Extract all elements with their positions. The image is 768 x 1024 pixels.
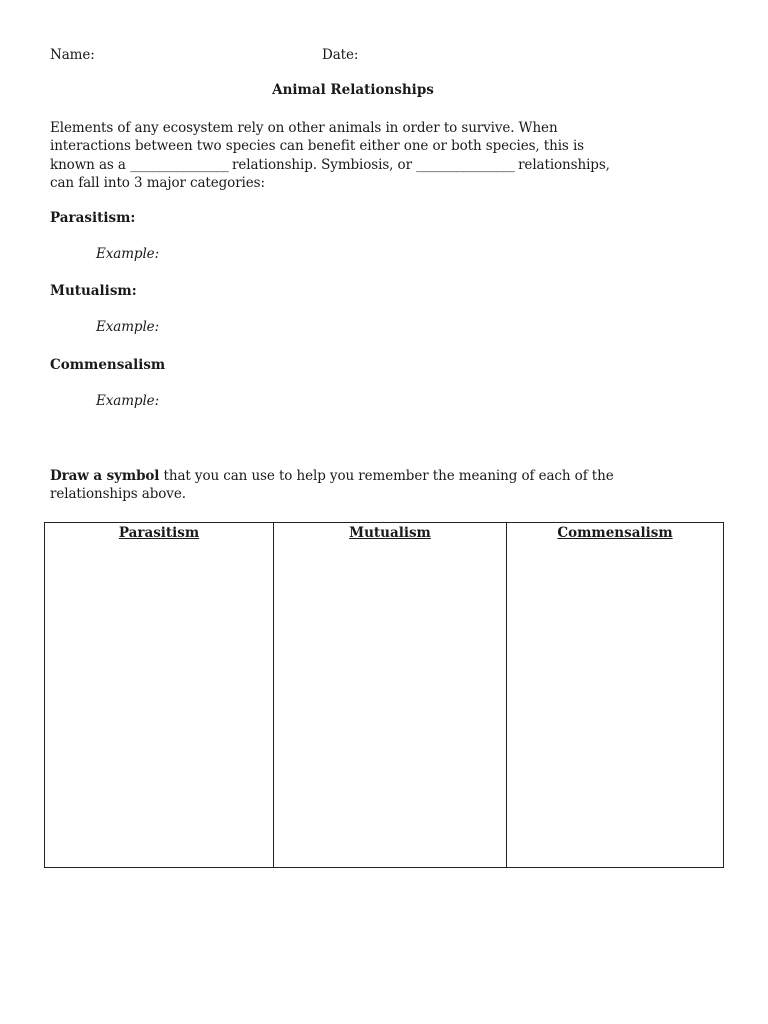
intro-text-2: relationship. Symbiosis, or	[227, 156, 417, 173]
mutualism-drawing-cell[interactable]	[274, 523, 507, 868]
date-label: Date:	[322, 47, 359, 63]
parasitism-drawing-cell[interactable]	[45, 523, 274, 868]
example-parasitism: Example:	[96, 246, 160, 262]
heading-mutualism: Mutualism:	[50, 283, 137, 299]
fill-in-blank-1[interactable]: _________________	[130, 156, 228, 173]
symbol-table	[44, 522, 724, 868]
page-title: Animal Relationships	[272, 82, 434, 98]
heading-commensalism: Commensalism	[50, 357, 166, 373]
commensalism-drawing-cell[interactable]	[507, 523, 724, 868]
draw-symbol-instruction	[50, 467, 670, 504]
instruction-rest: that you can use to help you remember the meaning of each of the relationships above.	[50, 468, 614, 503]
intro-text-3: relationships, can fall into 3 major categories:	[50, 156, 610, 191]
column-header-mutualism: Mutualism	[349, 525, 431, 541]
column-header-commensalism: Commensalism	[557, 525, 673, 541]
fill-in-blank-2[interactable]: _________________	[416, 156, 514, 173]
name-label: Name:	[50, 47, 95, 63]
example-commensalism: Example:	[96, 393, 160, 409]
column-header-parasitism: Parasitism	[118, 525, 200, 541]
intro-paragraph	[50, 119, 630, 192]
instruction-bold: Draw a symbol	[50, 468, 160, 484]
intro-text-1: Elements of any ecosystem rely on other animals in order to survive. When interactions between two species can benefit either one or both species, this is known as a	[50, 120, 584, 173]
symbol-table-row	[45, 523, 724, 868]
heading-parasitism: Parasitism:	[50, 210, 136, 226]
example-mutualism: Example:	[96, 319, 160, 335]
